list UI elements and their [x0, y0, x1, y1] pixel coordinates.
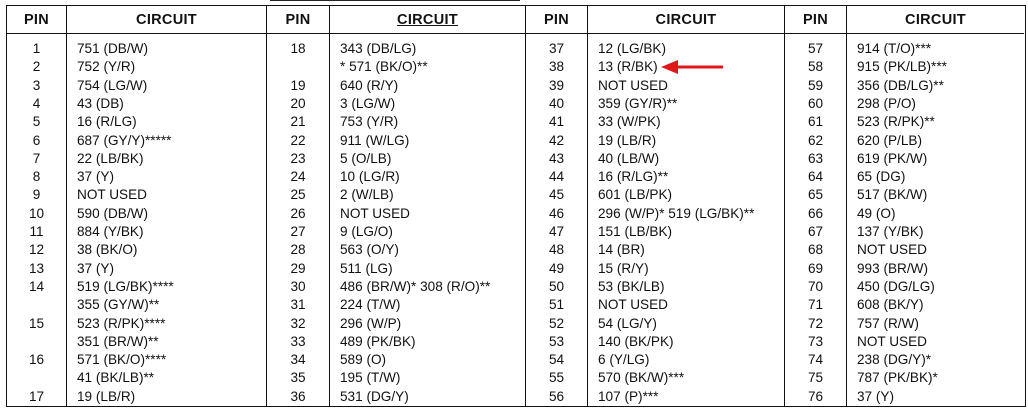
pin-number: 67: [807, 224, 824, 240]
pin-number: 36: [290, 388, 306, 404]
circuit-value: 49 (O): [857, 205, 896, 221]
pin-number: 34: [290, 352, 306, 368]
circuit-column-2: [329, 6, 525, 406]
pin-number: 50: [548, 278, 565, 294]
pin-number: 59: [807, 77, 824, 93]
circuit-value: 40 (LB/W): [598, 150, 660, 166]
circuit-value: 65 (DG): [857, 169, 906, 185]
circuit-value: 754 (LG/W): [77, 77, 148, 93]
circuit-value: 37 (Y): [857, 388, 895, 404]
pin-number: 38: [548, 59, 565, 75]
circuit-value: 489 (PK/BK): [340, 333, 416, 349]
circuit-value: 351 (BR/W)**: [77, 333, 159, 349]
circuit-value: 140 (BK/PK): [598, 333, 674, 349]
pin-column-4: [784, 6, 846, 406]
pin-number: 45: [548, 187, 565, 203]
circuit-value: 911 (W/LG): [340, 132, 410, 148]
pinout-table: [6, 5, 1026, 407]
circuit-value: 589 (O): [340, 352, 387, 368]
pin-number: 26: [290, 205, 306, 221]
circuit-value: 9 (LG/O): [340, 224, 393, 240]
pin-number: [267, 58, 329, 76]
circuit-value: 3 (LG/W): [340, 95, 396, 111]
circuit-value: 753 (Y/R): [340, 114, 399, 130]
pin-number: 69: [807, 260, 824, 276]
circuit-value: 16 (R/LG): [77, 114, 137, 130]
pin-number: 41: [548, 114, 565, 130]
circuit-value: 752 (Y/R): [77, 59, 136, 75]
circuit-value: 224 (T/W): [340, 297, 401, 313]
circuit-value: 33 (W/PK): [598, 114, 661, 130]
pin-number: 12: [28, 242, 45, 258]
pin-number: 75: [807, 370, 824, 386]
pin-number: 68: [807, 242, 824, 258]
red-arrow-icon: [661, 57, 725, 77]
pin-number: 70: [807, 278, 824, 294]
pin-number: 13: [28, 260, 45, 276]
circuit-value: * 571 (BK/O)**: [340, 59, 428, 75]
circuit-value: 22 (LB/BK): [77, 150, 144, 166]
pin-header: PIN: [7, 6, 66, 34]
circuit-value: 343 (DB/LG): [340, 41, 417, 57]
circuit-value: 54 (LG/Y): [598, 315, 657, 331]
circuit-value: 107 (P)***: [598, 388, 659, 404]
pin-number: 15: [28, 315, 45, 331]
circuit-value: 296 (W/P)* 519 (LG/BK)**: [598, 205, 755, 221]
pin-number: [7, 296, 66, 314]
pin-number: 72: [807, 315, 824, 331]
pin-number: 40: [548, 95, 565, 111]
circuit-value: 6 (Y/LG): [598, 352, 650, 368]
circuit-value: NOT USED: [598, 297, 668, 313]
circuit-value: 993 (BR/W): [857, 260, 929, 276]
pin-number: 9: [32, 187, 41, 203]
pin-number: 49: [548, 260, 565, 276]
circuit-value: 238 (DG/Y)*: [857, 352, 932, 368]
pin-number: 47: [548, 224, 565, 240]
circuit-value: 53 (BK/LB): [598, 278, 665, 294]
pin-number: 37: [548, 41, 565, 57]
circuit-value: 570 (BK/W)***: [598, 370, 685, 386]
pin-number: 18: [290, 41, 306, 57]
pin-number: 10: [28, 205, 45, 221]
circuit-column-4: [846, 6, 1024, 406]
circuit-value: NOT USED: [598, 77, 668, 93]
pin-number: 24: [290, 169, 306, 185]
pin-number: 4: [32, 95, 41, 111]
circuit-value: 16 (R/LG)**: [598, 169, 669, 185]
circuit-value: 884 (Y/BK): [77, 224, 144, 240]
circuit-value: 519 (LG/BK)****: [77, 278, 174, 294]
pin-number: 25: [290, 187, 306, 203]
circuit-value: 620 (P/LB): [857, 132, 922, 148]
pin-number: 30: [290, 278, 306, 294]
pin-number: 76: [807, 388, 824, 404]
circuit-value: 137 (Y/BK): [857, 224, 924, 240]
circuit-value: 151 (LB/BK): [598, 224, 673, 240]
pin-number: 74: [807, 352, 824, 368]
circuit-value: 296 (W/P): [340, 315, 402, 331]
circuit-value: 517 (BK/W): [857, 187, 928, 203]
circuit-value: 10 (LG/R): [340, 169, 400, 185]
pin-number: 31: [290, 297, 306, 313]
pin-number: 35: [290, 370, 306, 386]
pin-number: 14: [28, 278, 45, 294]
circuit-header: CIRCUIT: [330, 6, 525, 34]
circuit-value: 640 (R/Y): [340, 77, 399, 93]
pin-number: 6: [32, 132, 41, 148]
pin-number: 7: [32, 150, 41, 166]
pin-header: PIN: [785, 6, 846, 34]
circuit-value: 915 (PK/LB)***: [857, 59, 947, 75]
pin-number: 53: [548, 333, 565, 349]
pin-number: 28: [290, 242, 306, 258]
circuit-value: 195 (T/W): [340, 370, 401, 386]
circuit-value: 38 (BK/O): [77, 242, 138, 258]
pin-number: 61: [807, 114, 824, 130]
pin-number: 16: [28, 352, 45, 368]
pin-number: 8: [32, 169, 41, 185]
connector-pinout-sheet: [6, 0, 1026, 410]
circuit-header: CIRCUIT: [588, 6, 784, 34]
circuit-value: NOT USED: [340, 205, 410, 221]
pin-header: PIN: [267, 6, 329, 34]
circuit-value: 359 (GY/R)**: [598, 95, 678, 111]
pin-column-2: [266, 6, 329, 406]
circuit-value: 450 (DG/LG): [857, 278, 935, 294]
circuit-value: 751 (DB/W): [77, 41, 149, 57]
pin-number: 66: [807, 205, 824, 221]
pin-number: 58: [807, 59, 824, 75]
pin-number: [7, 369, 66, 387]
circuit-value: 13 (R/BK): [598, 59, 658, 75]
pin-number: 44: [548, 169, 565, 185]
pin-number: [7, 333, 66, 351]
pin-number: 43: [548, 150, 565, 166]
pin-number: 52: [548, 315, 565, 331]
pin-number: 19: [290, 77, 306, 93]
pin-number: 5: [32, 114, 41, 130]
pin-number: 20: [290, 95, 306, 111]
circuit-value: NOT USED: [77, 187, 147, 203]
circuit-value: 2 (W/LB): [340, 187, 394, 203]
circuit-value: 914 (T/O)***: [857, 41, 932, 57]
pin-number: 62: [807, 132, 824, 148]
circuit-value: 5 (O/LB): [340, 150, 392, 166]
circuit-value: 619 (PK/W): [857, 150, 928, 166]
pin-column-3: [525, 6, 587, 406]
circuit-value: 486 (BR/W)* 308 (R/O)**: [340, 278, 491, 294]
circuit-value: 14 (BR): [598, 242, 645, 258]
circuit-value: 601 (LB/PK): [598, 187, 673, 203]
pin-number: 2: [32, 59, 41, 75]
circuit-value: 531 (DG/Y): [340, 388, 409, 404]
circuit-value: 37 (Y): [77, 260, 115, 276]
circuit-value: 19 (LB/R): [77, 388, 136, 404]
circuit-value: NOT USED: [857, 242, 927, 258]
circuit-header: CIRCUIT: [847, 6, 1024, 34]
circuit-value: 787 (PK/BK)*: [857, 370, 938, 386]
circuit-value: NOT USED: [857, 333, 927, 349]
pin-column-1: [7, 6, 66, 406]
circuit-value: 608 (BK/Y): [857, 297, 924, 313]
circuit-value: 523 (R/PK)**: [857, 114, 935, 130]
pin-number: 27: [290, 224, 306, 240]
pin-number: 11: [29, 224, 44, 240]
circuit-value: 298 (P/O): [857, 95, 916, 111]
circuit-value: 563 (O/Y): [340, 242, 399, 258]
circuit-value: 687 (GY/Y)*****: [77, 132, 172, 148]
pin-number: 22: [290, 132, 306, 148]
pin-number: 21: [290, 114, 306, 130]
circuit-value: 356 (DB/LG)**: [857, 77, 944, 93]
pin-number: 23: [290, 150, 306, 166]
circuit-value: 12 (LG/BK): [598, 41, 666, 57]
circuit-value: 15 (R/Y): [598, 260, 649, 276]
circuit-value: 43 (DB): [77, 95, 124, 111]
circuit-value: 523 (R/PK)****: [77, 315, 166, 331]
pin-number: 29: [290, 260, 306, 276]
pin-number: 48: [548, 242, 565, 258]
pin-number: 54: [548, 352, 565, 368]
top-rule: [270, 0, 520, 1]
pin-number: 51: [548, 297, 565, 313]
pin-number: 17: [28, 388, 45, 404]
circuit-header: CIRCUIT: [67, 6, 266, 34]
pin-header: PIN: [526, 6, 587, 34]
circuit-column-1: [66, 6, 266, 406]
pin-number: 39: [548, 77, 565, 93]
pin-number: 55: [548, 370, 565, 386]
circuit-value: 355 (GY/W)**: [77, 297, 160, 313]
pin-number: 73: [807, 333, 824, 349]
circuit-value: 37 (Y): [77, 169, 115, 185]
circuit-value: 590 (DB/W): [77, 205, 149, 221]
pin-number: 60: [807, 95, 824, 111]
pin-number: 63: [807, 150, 824, 166]
pin-number: 46: [548, 205, 565, 221]
pin-number: 42: [548, 132, 565, 148]
pin-number: 57: [807, 41, 824, 57]
pin-number: 33: [290, 333, 306, 349]
pin-number: 71: [807, 297, 824, 313]
pin-number: 56: [548, 388, 565, 404]
circuit-value: 511 (LG): [340, 260, 393, 276]
circuit-value: 19 (LB/R): [598, 132, 657, 148]
pin-number: 65: [807, 187, 824, 203]
circuit-value: 757 (R/W): [857, 315, 919, 331]
pin-number: 32: [290, 315, 306, 331]
pin-number: 1: [32, 41, 41, 57]
circuit-value: 41 (BK/LB)**: [77, 370, 155, 386]
circuit-value: 571 (BK/O)****: [77, 352, 167, 368]
pin-number: 3: [32, 77, 41, 93]
pin-number: 64: [807, 169, 824, 185]
